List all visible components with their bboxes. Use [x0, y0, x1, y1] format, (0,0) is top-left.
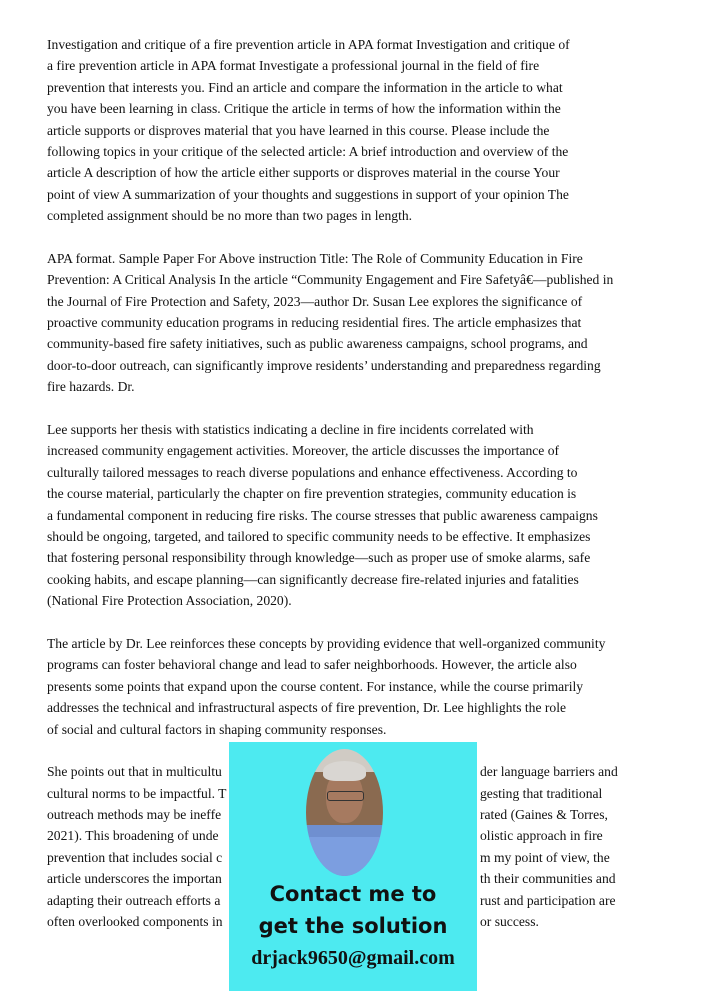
contact-promo-banner[interactable] — [229, 742, 477, 991]
paragraph — [47, 248, 667, 398]
text-line: should be ongoing, targeted, and tailored to specific community needs to be effective. It emphasizes — [47, 528, 591, 544]
text-line: article supports or disproves material that you have learned in this course. Please include the — [47, 122, 550, 138]
text-line: fire hazards. Dr. — [47, 379, 135, 395]
text-line-right: rated (Gaines & Torres, — [480, 807, 608, 823]
promo-line-2: get the solution — [258, 914, 448, 938]
text-line: cooking habits, and escape planning—can significantly decrease fire-related injuries and fatalities — [47, 571, 579, 587]
text-line: The article by Dr. Lee reinforces these concepts by providing evidence that well-organized community — [47, 635, 606, 651]
text-line: proactive community education programs in reducing residential fires. The article emphasizes that — [47, 315, 582, 331]
text-line-right: olistic approach in fire — [480, 828, 603, 844]
text-line: following topics in your critique of the selected article: A brief introduction and overview of the — [47, 143, 569, 159]
text-line-left: 2021). This broadening of unde — [47, 828, 219, 844]
text-line: article A description of how the article either supports or disproves material in the course Your — [47, 165, 560, 181]
text-line: point of view A summarization of your thoughts and suggestions in support of your opinion The — [47, 186, 569, 202]
text-line: Prevention: A Critical Analysis In the article “Community Engagement and Fire Safetyâ€—published in — [47, 272, 614, 288]
text-line: culturally tailored messages to reach diverse populations and enhance effectiveness. According to — [47, 464, 578, 480]
text-line-left: prevention that includes social c — [47, 849, 223, 865]
paragraph — [47, 34, 667, 227]
text-line: door-to-door outreach, can significantly improve residents’ understanding and preparedness regarding — [47, 357, 601, 373]
text-line-left: adapting their outreach efforts a — [47, 892, 221, 908]
promo-line-1: Contact me to — [269, 882, 437, 906]
text-line-left: often overlooked components in — [47, 914, 223, 930]
text-line-right: der language barriers and — [480, 764, 618, 780]
text-line-left: cultural norms to be impactful. T — [47, 785, 227, 801]
text-line: the course material, particularly the chapter on fire prevention strategies, community education is — [47, 486, 577, 502]
text-line: increased community engagement activities. Moreover, the article discusses the importance of — [47, 443, 560, 459]
text-line-left: outreach methods may be ineffe — [47, 807, 222, 823]
text-line: a fire prevention article in APA format Investigate a professional journal in the field of fire — [47, 58, 540, 74]
text-line: Investigation and critique of a fire prevention article in APA format Investigation and critique of — [47, 37, 570, 52]
paragraph — [47, 633, 667, 740]
text-line: presents some points that expand upon the course content. For instance, while the course primarily — [47, 678, 584, 694]
text-line: completed assignment should be no more than two pages in length. — [47, 208, 413, 224]
text-line-right: rust and participation are — [480, 892, 616, 908]
text-line: (National Fire Protection Association, 2020). — [47, 593, 292, 609]
paragraph — [47, 419, 667, 612]
text-line: addresses the technical and infrastructural aspects of fire prevention, Dr. Lee highlights the role — [47, 700, 567, 716]
text-line: community-based fire safety initiatives, such as public awareness campaigns, school programs, and — [47, 336, 588, 352]
text-line: programs can foster behavioral change and lead to safer neighborhoods. However, the article also — [47, 657, 577, 673]
text-line: APA format. Sample Paper For Above instruction Title: The Role of Community Education in Fire — [47, 250, 583, 266]
text-line: you have been learning in class. Critique the article in terms of how the information within the — [47, 101, 561, 117]
text-line: a fundamental component in reducing fire risks. The course stresses that public awareness campaigns — [47, 507, 598, 523]
text-line-left: article underscores the importan — [47, 871, 222, 887]
text-line: of social and cultural factors in shaping community responses. — [47, 721, 387, 737]
text-line-right: gesting that traditional — [480, 785, 603, 801]
text-line-left: She points out that in multicultu — [47, 764, 222, 780]
promo-email[interactable]: drjack9650@gmail.com — [251, 947, 455, 969]
text-line-right: m my point of view, the — [480, 849, 610, 865]
text-line-right: th their communities and — [480, 871, 616, 887]
text-line: the Journal of Fire Protection and Safety, 2023—author Dr. Susan Lee explores the significance of — [47, 293, 583, 309]
text-line: that fostering personal responsibility through knowledge—such as proper use of smoke alarms, safe — [47, 550, 591, 566]
author-photo — [306, 749, 383, 876]
text-line: Lee supports her thesis with statistics indicating a decline in fire incidents correlated with — [47, 422, 534, 438]
text-line-right: or success. — [480, 914, 539, 930]
text-line: prevention that interests you. Find an article and compare the information in the article to what — [47, 79, 563, 95]
